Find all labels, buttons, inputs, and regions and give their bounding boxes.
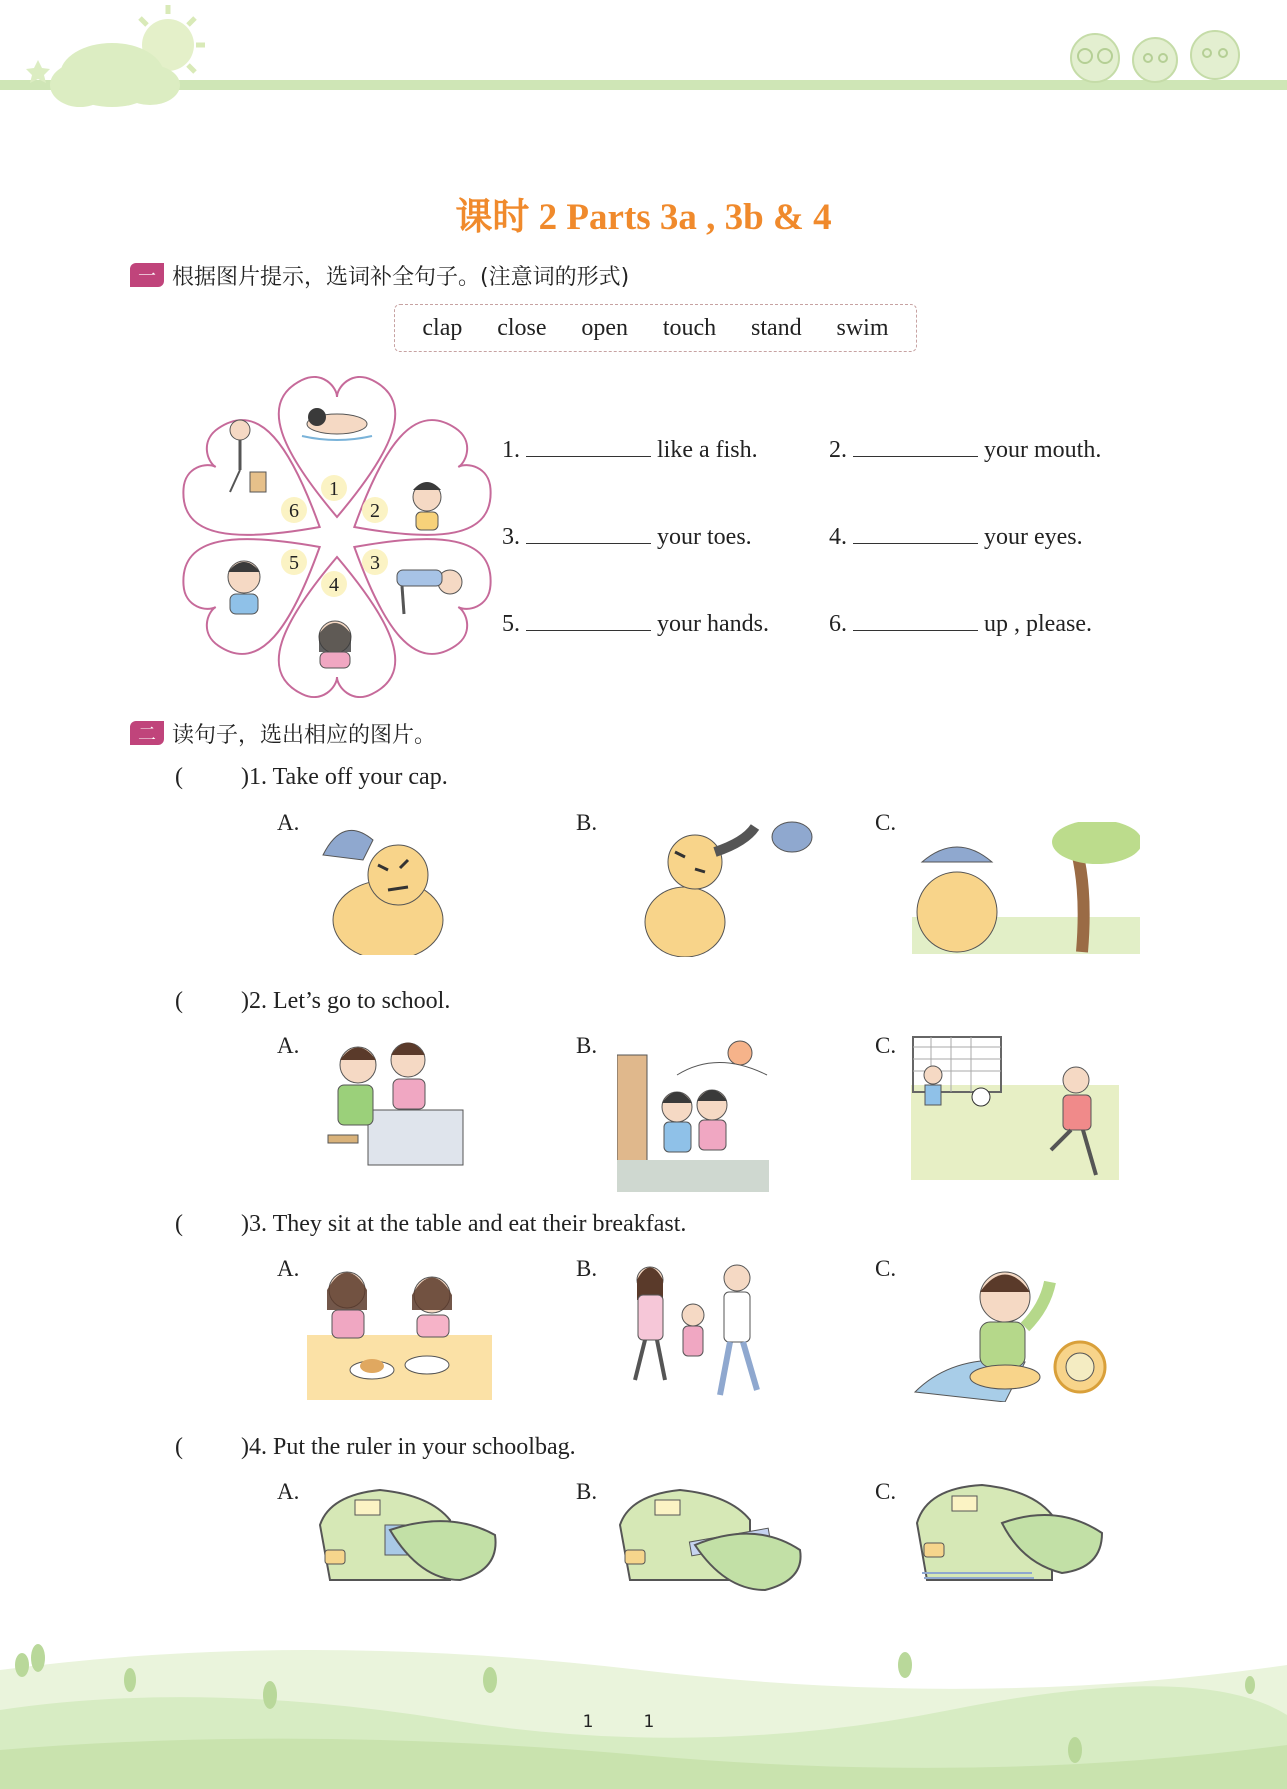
option-label-b: B. [576, 1479, 598, 1504]
word-bank-item: touch [662, 314, 717, 341]
option-label-a: A. [277, 1479, 300, 1504]
question-text: 3. They sit at the table and eat their breakfast. [249, 1211, 687, 1237]
section-2-instruction: 读句子，选出相应的图片。 [172, 722, 437, 748]
fill-question-1 [502, 436, 758, 464]
word-bank-item: stand [751, 314, 802, 341]
question-text: up , please. [984, 611, 1092, 637]
choice-question-2 [175, 988, 450, 1015]
section-1-instruction: 根据图片提示，选词补全句子。(注意词的形式) [172, 264, 630, 290]
question-text: your eyes. [984, 524, 1083, 550]
flower-number: 3 [370, 552, 380, 574]
question-text: 2. Let’s go to school. [249, 988, 451, 1014]
option-label-b: B. [576, 1033, 598, 1058]
option-label-b: B. [576, 1256, 598, 1281]
flower-number: 5 [289, 552, 299, 574]
word-bank-item: swim [836, 314, 889, 341]
family-walking-picture[interactable] [625, 1260, 765, 1405]
answer-blank[interactable] [526, 610, 651, 631]
fill-question-3 [502, 523, 752, 551]
question-text: like a fish. [657, 437, 758, 463]
question-number: 4. [829, 524, 847, 550]
word-bank-item: close [497, 314, 547, 341]
answer-blank[interactable] [526, 523, 651, 544]
tiger-holding-cap-picture[interactable] [308, 815, 468, 955]
answer-paren-close: ) [241, 988, 249, 1014]
question-text: your mouth. [984, 437, 1102, 463]
question-number: 2. [829, 437, 847, 463]
flower-number: 1 [329, 478, 339, 500]
kids-playing-football-picture[interactable] [911, 1035, 1119, 1180]
fill-question-2 [829, 436, 1101, 464]
page-number: 11 [582, 1712, 705, 1732]
kid-close-eyes [319, 621, 351, 668]
word-bank-item: open [581, 314, 629, 341]
answer-paren-close: ) [241, 1211, 249, 1237]
schoolbag-with-ruler-picture[interactable] [610, 1485, 810, 1595]
fill-question-4 [829, 523, 1083, 551]
grass-hills-decoration [0, 1630, 1287, 1789]
section-2-heading [130, 716, 436, 750]
word-bank [394, 304, 917, 352]
tiger-throwing-cap-picture[interactable] [620, 812, 820, 957]
section-1-badge: 一 [130, 263, 164, 287]
answer-paren-open: ( [175, 988, 183, 1014]
option-label-c: C. [875, 1479, 897, 1504]
schoolbag-with-book-picture[interactable] [310, 1485, 505, 1595]
question-text: 4. Put the ruler in your schoolbag. [249, 1434, 576, 1460]
answer-paren-open: ( [175, 764, 183, 790]
question-text: your toes. [657, 524, 752, 550]
flower-number: 2 [370, 500, 380, 522]
option-label-a: A. [277, 1256, 300, 1281]
question-text: your hands. [657, 611, 769, 637]
animal-faces-decoration [1055, 20, 1255, 85]
question-number: 5. [502, 611, 520, 637]
option-label-c: C. [875, 1033, 897, 1058]
word-bank-item: clap [422, 314, 463, 341]
option-label-a: A. [277, 1033, 300, 1058]
answer-paren-close: ) [241, 764, 249, 790]
question-number: 1. [502, 437, 520, 463]
option-label-a: A. [277, 810, 300, 835]
answer-blank[interactable] [853, 610, 978, 631]
choice-question-1 [175, 764, 448, 791]
schoolbag-with-papers-picture[interactable] [912, 1478, 1112, 1593]
family-breakfast-picture[interactable] [307, 1260, 492, 1400]
boy-getting-up-picture[interactable] [910, 1262, 1115, 1402]
flower-illustration [172, 372, 502, 702]
flower-number: 6 [289, 500, 299, 522]
answer-blank[interactable] [853, 523, 978, 544]
sun-cloud-decoration [20, 0, 210, 115]
question-text: 1. Take off your cap. [249, 764, 448, 790]
fill-question-6 [829, 610, 1092, 638]
section-2-badge: 二 [130, 721, 164, 745]
answer-paren-open: ( [175, 1434, 183, 1460]
page-title: 课时 2 Parts 3a , 3b & 4 [455, 197, 832, 238]
option-label-c: C. [875, 1256, 897, 1281]
question-number: 3. [502, 524, 520, 550]
answer-blank[interactable] [853, 436, 978, 457]
flower-number: 4 [329, 574, 339, 596]
kids-walking-to-school-picture[interactable] [617, 1035, 769, 1192]
answer-paren-open: ( [175, 1211, 183, 1237]
fill-question-5 [502, 610, 769, 638]
tiger-under-tree-picture[interactable] [912, 822, 1140, 954]
answer-paren-close: ) [241, 1434, 249, 1460]
section-1-heading [130, 258, 629, 292]
kid-open-mouth [413, 482, 441, 530]
answer-blank[interactable] [526, 436, 651, 457]
kids-eating-picture[interactable] [318, 1035, 468, 1185]
question-number: 6. [829, 611, 847, 637]
kid-clap-hands [228, 561, 260, 614]
option-label-c: C. [875, 810, 897, 835]
option-label-b: B. [576, 810, 598, 835]
choice-question-3 [175, 1211, 686, 1238]
choice-question-4 [175, 1434, 576, 1461]
